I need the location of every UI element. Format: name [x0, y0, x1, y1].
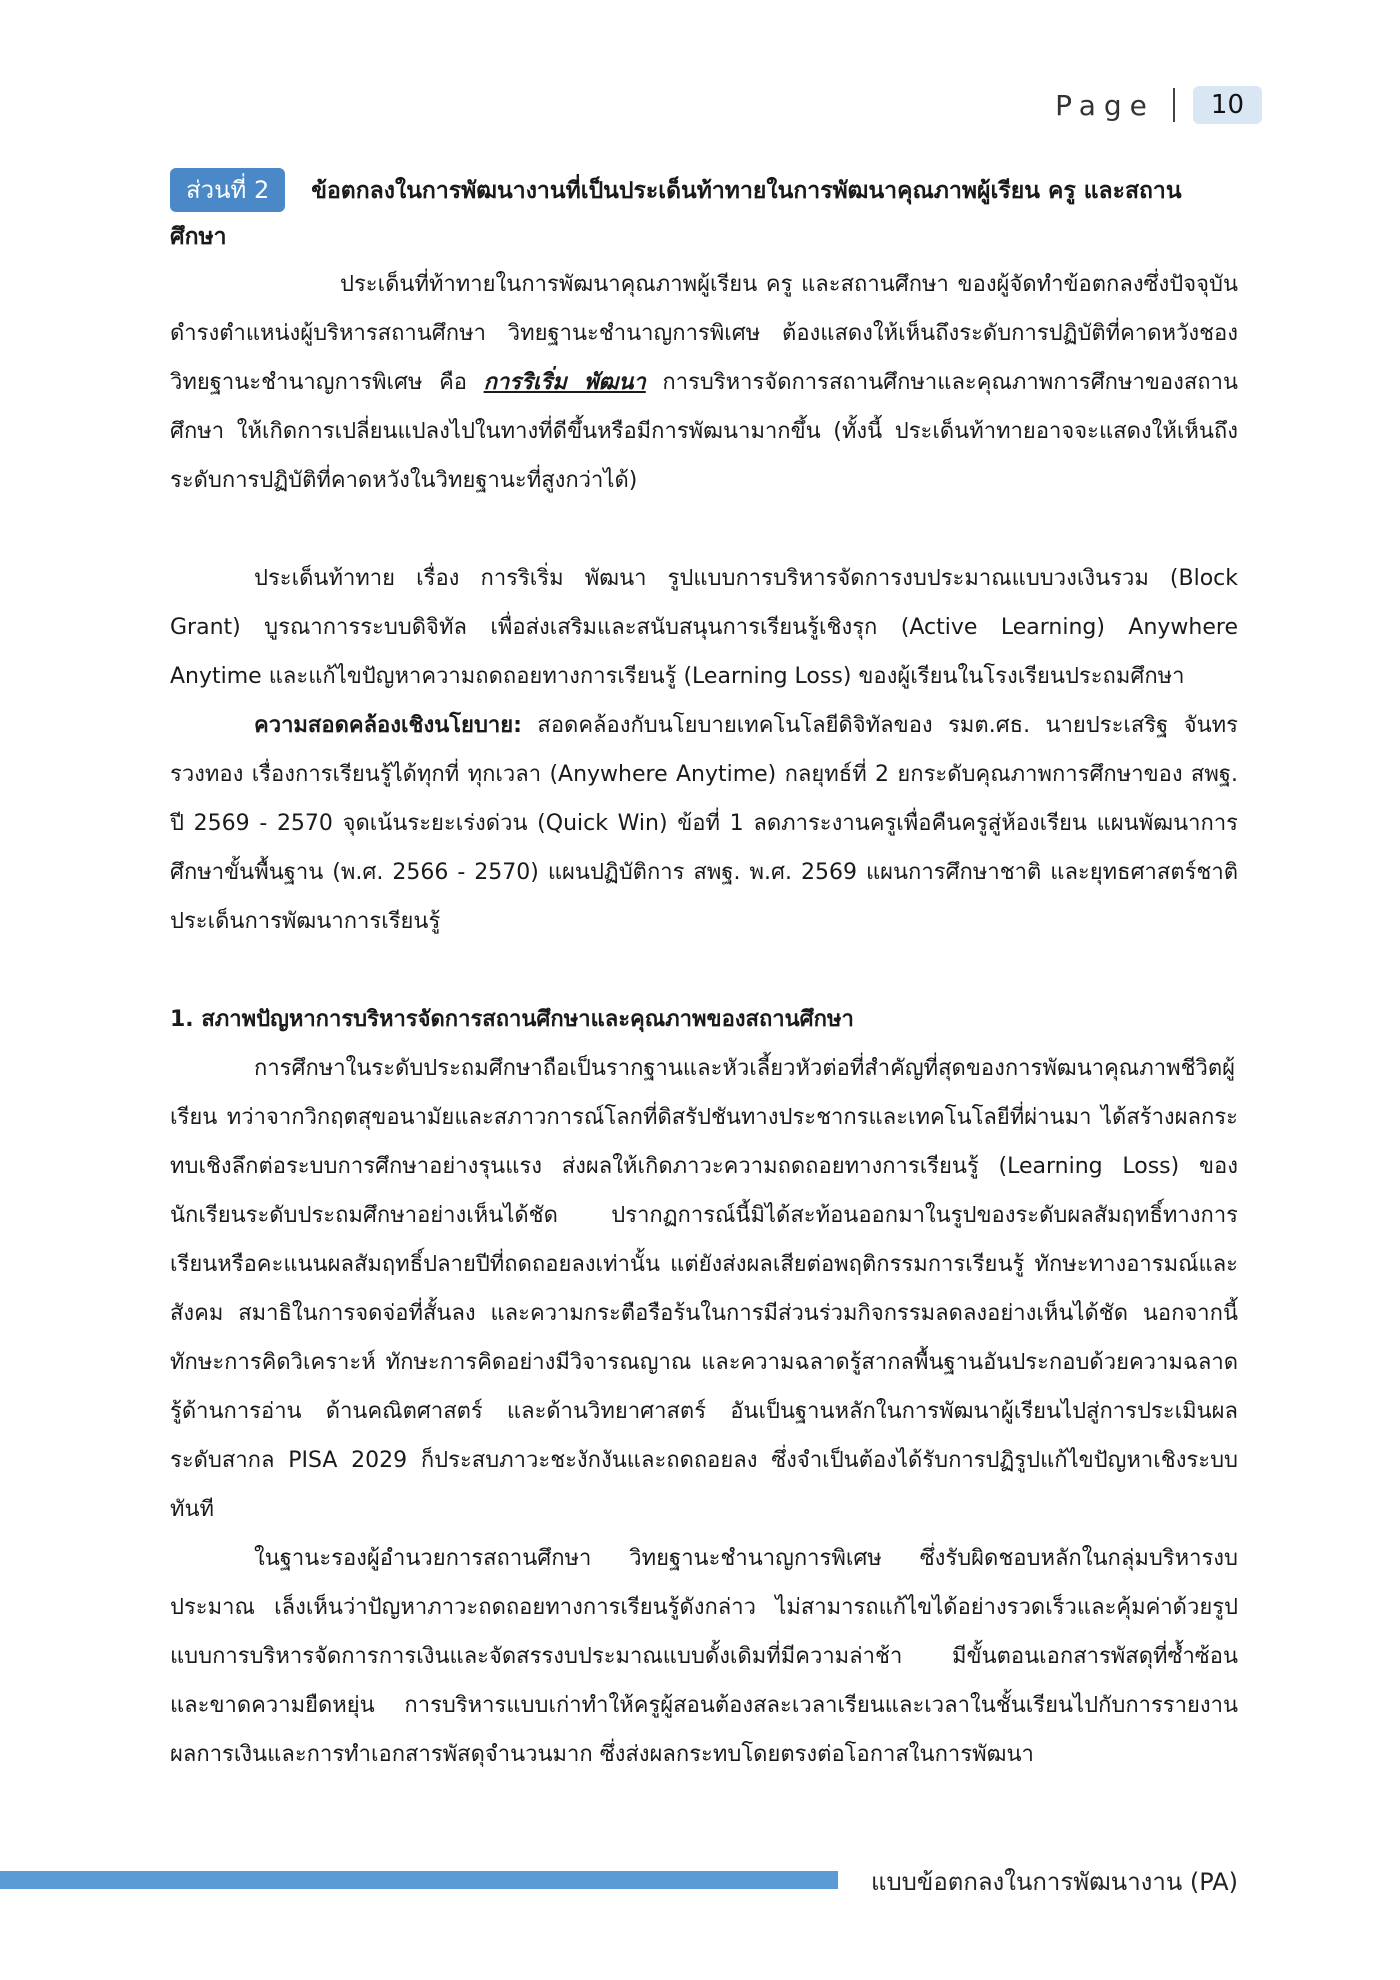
paragraph-problem-2: ในฐานะรองผู้อำนวยการสถานศึกษา วิทยฐานะชำนาญการพิเศษ ซึ่งรับผิดชอบหลักในกลุ่มบริหารงบประมาณ เล็งเห็นว่าปัญหาภาวะถดถอยทางการเรียนรู้ดังกล่าว ไม่สามารถแก้ไขได้อย่างรวดเร็วและคุ้มค่าด้วยรูปแบบการบริหารจัดการการเงินและจัดสรรงบประมาณแบบดั้งเดิมที่มีความล่าช้า มีขั้นตอนเอกสารพัสดุที่ซ้ำซ้อน และขาดความยืดหยุ่น การบริหารแบบเก่าทำให้ครูผู้สอนต้องสละเวลาเรียนและเวลาในชั้นเรียนไปกับการรายงานผลการเงินและการทำเอกสารพัสดุจำนวนมาก ซึ่งส่งผลกระทบโดยตรงต่อโอกาสในการพัฒนา — [170, 1546, 1238, 1767]
paragraph-problem-1: การศึกษาในระดับประถมศึกษาถือเป็นรากฐานและหัวเลี้ยวหัวต่อที่สำคัญที่สุดของการพัฒนาคุณภาพชีวิตผู้เรียน ทว่าจากวิกฤตสุขอนามัยและสภาวการณ์โลกที่ดิสรัปชันทางประชากรและเทคโนโลยีที่ผ่านมา ได้สร้างผลกระทบเชิงลึกต่อระบบการศึกษาอย่างรุนแรง ส่งผลให้เกิดภาวะความถดถอยทางการเรียนรู้ (Learning Loss) ของนักเรียนระดับประถมศึกษาอย่างเห็นได้ชัด ปรากฏการณ์นี้มิได้สะท้อนออกมาในรูปของระดับผลสัมฤทธิ์ทางการเรียนหรือคะแนนผลสัมฤทธิ์ปลายปีที่ถดถอยลงเท่านั้น แต่ยังส่งผลเสียต่อพฤติกรรมการเรียนรู้ ทักษะทางอารมณ์และสังคม สมาธิในการจดจ่อที่สั้นลง และความกระตือรือร้นในการมีส่วนร่วมกิจกรรมลดลงอย่างเห็นได้ชัด นอกจากนี้ ทักษะการคิดวิเคราะห์ ทักษะการคิดอย่างมีวิจารณญาณ และความฉลาดรู้สากลพื้นฐานอันประกอบด้วยความฉลาดรู้ด้านการอ่าน ด้านคณิตศาสตร์ และด้านวิทยาศาสตร์ อันเป็นฐานหลักในการพัฒนาผู้เรียนไปสู่การประเมินผลระดับสากล PISA 2029 ก็ประสบภาวะชะงักงันและถดถอยลง ซึ่งจำเป็นต้องได้รับการปฏิรูปแก้ไขปัญหาเชิงระบบทันที — [170, 1056, 1238, 1522]
intro-text-after: การบริหารจัดการสถานศึกษาและคุณภาพการศึกษาของสถานศึกษา ให้เกิดการเปลี่ยนแปลงไปในทางที่ดีขึ้นหรือมีการพัฒนามากขึ้น (ทั้งนี้ ประเด็นท้าทายอาจจะแสดงให้เห็นถึงระดับการปฏิบัติที่คาดหวังในวิทยฐานะที่สูงกว่าได้) — [170, 370, 1238, 493]
policy-label: ความสอดคล้องเชิงนโยบาย: — [254, 713, 522, 738]
paragraph-policy — [170, 701, 1238, 946]
paragraph-challenge: ประเด็นท้าทาย เรื่อง การริเริ่ม พัฒนา รูปแบบการบริหารจัดการงบประมาณแบบวงเงินรวม (Block Grant) บูรณาการระบบดิจิทัล เพื่อส่งเสริมและสนับสนุนการเรียนรู้เชิงรุก (Active Learning) Anywhere Anytime และแก้ไขปัญหาความถดถอยทางการเรียนรู้ (Learning Loss) ของผู้เรียนในโรงเรียนประถมศึกษา — [170, 566, 1238, 689]
document-body — [170, 168, 1238, 1779]
spacer — [170, 946, 1238, 995]
section-badge: ส่วนที่ 2 — [170, 168, 285, 212]
intro-text-before: ประเด็นที่ท้าทายในการพัฒนาคุณภาพผู้เรียน ครู และสถานศึกษา ของผู้จัดทำข้อตกลงซึ่งปัจจุบันดำรงตำแหน่งผู้บริหารสถานศึกษา วิทยฐานะชำนาญการพิเศษ ต้องแสดงให้เห็นถึงระดับการปฏิบัติที่คาดหวังชองวิทยฐานะชำนาญการพิเศษ คือ — [170, 272, 1238, 395]
section-title — [170, 168, 1238, 260]
page-number: 10 — [1193, 86, 1262, 124]
heading-problem: 1. สภาพปัญหาการบริหารจัดการสถานศึกษาและคุณภาพของสถานศึกษา — [170, 1007, 854, 1032]
page-separator — [1173, 88, 1175, 122]
section-title-text: ข้อตกลงในการพัฒนางานที่เป็นประเด็นท้าทายในการพัฒนาคุณภาพผู้เรียน ครู และสถานศึกษา — [170, 178, 1182, 250]
spacer — [170, 505, 1238, 554]
page-word: Page — [1055, 88, 1155, 122]
policy-text: สอดคล้องกับนโยบายเทคโนโลยีดิจิทัลของ รมต.ศธ. นายประเสริฐ จันทรรวงทอง เรื่องการเรียนรู้ได้ทุกที่ ทุกเวลา (Anywhere Anytime) กลยุทธ์ที่ 2 ยกระดับคุณภาพการศึกษาของ สพฐ. ปี 2569 - 2570 จุดเน้นระยะเร่งด่วน (Quick Win) ข้อที่ 1 ลดภาระงานครูเพื่อคืนครูสู่ห้องเรียน แผนพัฒนาการศึกษาขั้นพื้นฐาน (พ.ศ. 2566 - 2570) แผนปฏิบัติการ สพฐ. พ.ศ. 2569 แผนการศึกษาชาติ และยุทธศาสตร์ชาติประเด็นการพัฒนาการเรียนรู้ — [170, 713, 1238, 934]
footer-text: แบบข้อตกลงในการพัฒนางาน (PA) — [870, 1868, 1238, 1896]
intro-emphasis: การริเริ่ม พัฒนา — [483, 370, 646, 395]
paragraph-intro — [170, 260, 1238, 505]
page-header — [1055, 86, 1262, 124]
footer-bar — [0, 1871, 838, 1889]
